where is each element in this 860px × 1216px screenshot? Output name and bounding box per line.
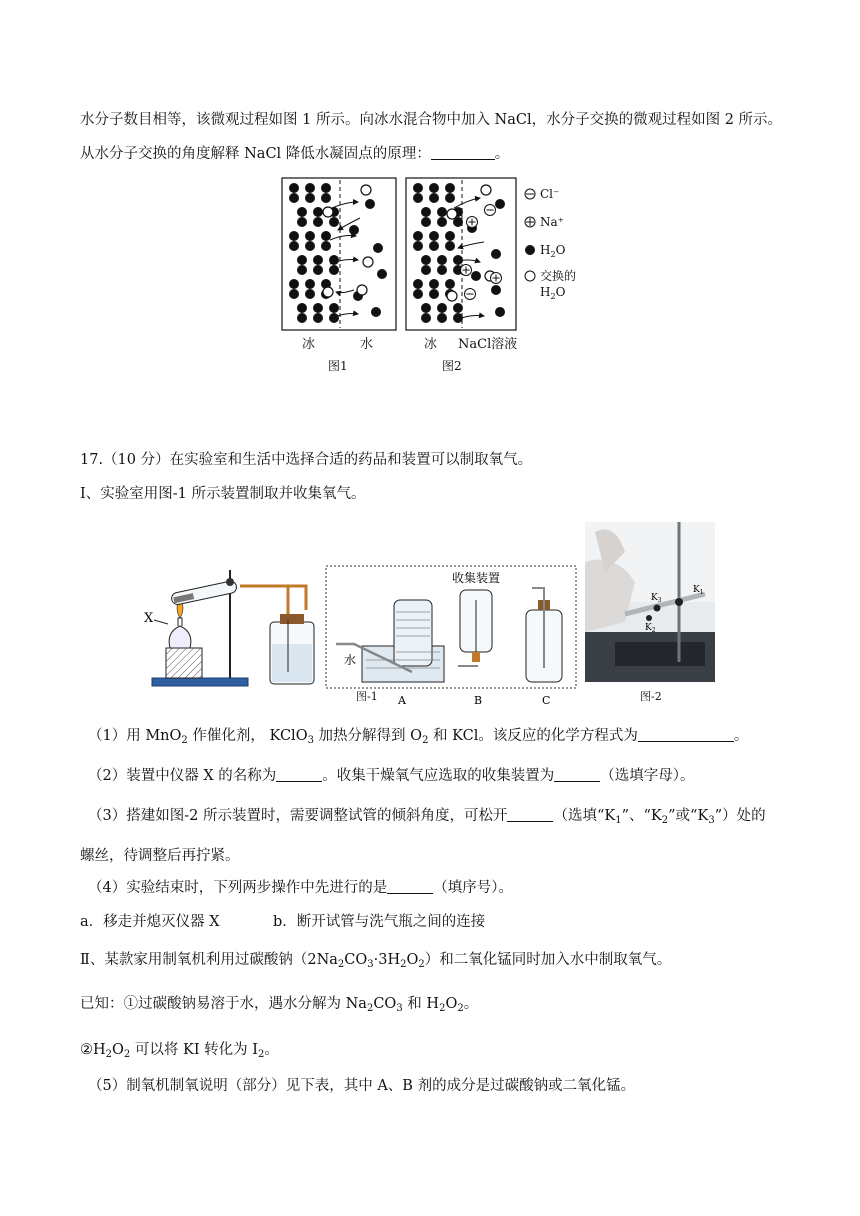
ice-molecule: [421, 255, 431, 265]
q17-5: （5）制氧机制氧说明（部分）见下表，其中 A、B 剂的成分是过碳酸钠或二氧化锰。: [88, 1078, 636, 1094]
answer-blank-x-name[interactable]: [276, 767, 322, 782]
ice-molecule: [421, 207, 431, 217]
ice-molecule: [305, 289, 315, 299]
ice-molecule: [421, 265, 431, 275]
ice-molecule: [421, 313, 431, 323]
q17-4-option-a: a．移走并熄灭仪器 X: [80, 914, 220, 930]
ice-molecule: [413, 241, 423, 251]
ice-molecule: [321, 183, 331, 193]
ice-molecule: [305, 241, 315, 251]
legend-exchanged-1: 交换的: [540, 269, 577, 283]
ice-molecule: [445, 241, 455, 251]
ice-molecule: [413, 193, 423, 203]
q17-known-1: 已知：①过碳酸钠易溶于水，遇水分解为 $Na_2CO_3$ 和 $H_2O_2$。: [80, 996, 479, 1014]
ice-molecule: [289, 279, 299, 289]
legend-exchanged-2: $H_2O$: [540, 285, 566, 301]
label-nacl-solution: NaCl溶液: [458, 337, 518, 352]
ice-molecule: [329, 217, 339, 227]
ice-molecule: [305, 193, 315, 203]
legend-h2o: $H_2O$: [540, 243, 566, 259]
label-water-trough: 水: [344, 653, 357, 667]
ice-molecule: [421, 217, 431, 227]
ice-molecule: [429, 279, 439, 289]
ice-molecule: [297, 265, 307, 275]
ice-molecule: [313, 303, 323, 313]
ice-molecule: [305, 183, 315, 193]
q17-3-cont: 螺丝，待调整后再拧紧。: [80, 848, 240, 864]
ice-molecule: [413, 183, 423, 193]
apparatus-photo-fig-2: [585, 522, 715, 682]
ice-molecule: [445, 183, 455, 193]
ice-molecule: [297, 313, 307, 323]
ice-molecule: [305, 231, 315, 241]
ice-molecule: [429, 231, 439, 241]
legend-na: Na⁺: [540, 215, 564, 229]
ice-molecule: [429, 193, 439, 203]
q17-title: 17.（10 分）在实验室和生活中选择合适的药品和装置可以制取氧气。: [80, 452, 533, 468]
ice-molecule: [321, 241, 331, 251]
ice-molecule: [313, 313, 323, 323]
ice-molecule: [289, 241, 299, 251]
svg-text:K3: $K_3$: [651, 593, 662, 604]
q17-4-option-b: b．断开试管与洗气瓶之间的连接: [273, 914, 486, 930]
ice-molecule: [437, 217, 447, 227]
ice-molecule: [329, 313, 339, 323]
ice-molecule: [429, 241, 439, 251]
ice-molecule: [321, 231, 331, 241]
ice-molecule: [289, 289, 299, 299]
ice-molecule: [445, 231, 455, 241]
q17-part2: Ⅱ、某款家用制氧机利用过碳酸钠$(2Na_2CO_3\cdot 3H_2O_2)$和二氧化锰同时加入水中制取氧气。: [80, 952, 672, 970]
ice-molecule: [321, 193, 331, 203]
ice-molecule: [429, 183, 439, 193]
ice-molecule: [297, 207, 307, 217]
ice-molecule: [297, 303, 307, 313]
legend-cl: Cl⁻: [540, 187, 560, 201]
ice-lattice-2: [413, 183, 463, 323]
ice-molecule: [453, 303, 463, 313]
ice-molecule: [429, 289, 439, 299]
ice-molecule: [413, 231, 423, 241]
ice-molecule: [305, 279, 315, 289]
ice-molecule: [421, 303, 431, 313]
q17-1: （1）用 MnO$_2$ 作催化剂， KClO$_3$ 加热分解得到 $O_2$ 和 KCl。该反应的化学方程式为 。: [88, 728, 749, 746]
caption-fig1: 图1: [328, 359, 348, 373]
svg-text:K2: $K_2$: [645, 623, 656, 634]
ice-molecule: [437, 265, 447, 275]
q17-2: （2）装置中仪器 X 的名称为 。收集干燥氧气应选取的收集装置为 （选填字母）。: [88, 768, 695, 784]
ice-molecule: [437, 255, 447, 265]
answer-blank[interactable]: [431, 145, 495, 160]
exchanged-molecules-1: [323, 185, 373, 297]
svg-text:K1: $K_1$: [693, 585, 704, 596]
ice-molecule: [445, 193, 455, 203]
ice-molecule: [445, 279, 455, 289]
ice-molecule: [329, 303, 339, 313]
ice-molecule: [313, 265, 323, 275]
ice-molecule: [329, 265, 339, 275]
caption-fig2: 图2: [442, 359, 462, 373]
ice-molecule: [297, 255, 307, 265]
label-ice-1: 冰: [302, 337, 316, 352]
answer-blank-order[interactable]: [387, 879, 433, 894]
option-c: C: [542, 694, 551, 707]
label-x: X: [144, 611, 154, 626]
ice-molecule: [313, 207, 323, 217]
paragraph-line-1: 水分子数目相等，该微观过程如图 1 所示。向冰水混合物中加入 NaCl，水分子交换的微观过程如图 2 所示。: [80, 112, 783, 128]
ice-molecule: [313, 217, 323, 227]
q17-3: （3）搭建如图-2 所示装置时，需要调整试管的倾斜角度，可松开 （选填“$K_1$”、“$K_2$”或“$K_3$”）处的: [88, 808, 766, 826]
collect-title: 收集装置: [452, 571, 501, 585]
caption-fig-2: 图-2: [640, 690, 662, 703]
answer-blank-screw[interactable]: [507, 807, 553, 822]
ice-molecule: [437, 207, 447, 217]
q17-known-2: $②H_2O_2$ 可以将 KI 转化为 $I_2$。: [80, 1042, 279, 1060]
label-water: 水: [360, 337, 374, 352]
water-exchange-figure: [270, 172, 600, 377]
answer-blank-collect[interactable]: [554, 767, 600, 782]
ice-lattice-1: [289, 183, 339, 323]
ice-molecule: [289, 231, 299, 241]
caption-fig-1: 图-1: [356, 690, 378, 703]
paragraph-line-2: 从水分子交换的角度解释 NaCl 降低水凝固点的原理： 。: [80, 146, 510, 162]
ice-molecule: [413, 289, 423, 299]
answer-blank-equation[interactable]: [638, 727, 734, 742]
option-a: A: [398, 694, 406, 707]
label-ice-2: 冰: [424, 337, 438, 352]
q17-part1: Ⅰ、实验室用图-1 所示装置制取并收集氧气。: [80, 486, 366, 502]
ice-molecule: [297, 217, 307, 227]
ice-molecule: [289, 193, 299, 203]
legend: [525, 187, 576, 301]
q17-4: （4）实验结束时，下列两步操作中先进行的是 （填序号）。: [88, 880, 513, 896]
ice-molecule: [289, 183, 299, 193]
ice-molecule: [313, 255, 323, 265]
option-b: B: [474, 694, 483, 707]
ice-molecule: [413, 279, 423, 289]
ice-molecule: [437, 303, 447, 313]
ice-molecule: [437, 313, 447, 323]
